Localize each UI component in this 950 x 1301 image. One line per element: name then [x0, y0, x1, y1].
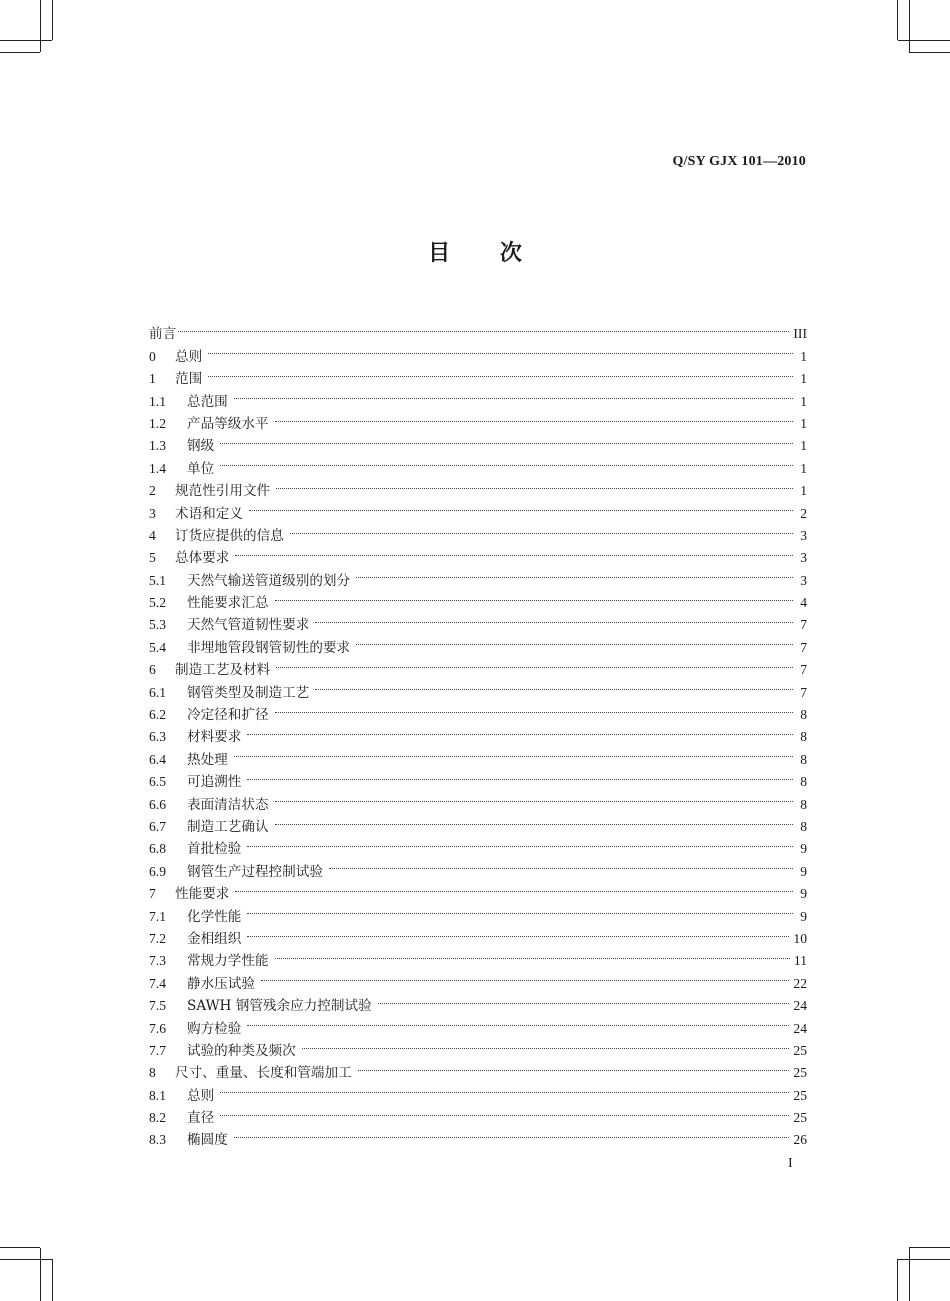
toc-entry-page: 1 [800, 371, 807, 387]
dot-leader [315, 674, 793, 696]
dot-leader [247, 1010, 789, 1032]
toc-entry-number: 1 [149, 371, 156, 387]
dot-leader [220, 428, 793, 450]
toc-entry-title: 总则 [187, 1087, 215, 1104]
toc-entry[interactable] [149, 1122, 807, 1149]
dot-leader [208, 361, 793, 383]
toc-entry-number: 8.3 [149, 1132, 166, 1148]
toc-entry-title: 订货应提供的信息 [175, 527, 284, 544]
toc-entry-page: 4 [800, 595, 807, 611]
toc-entry-number: 0 [149, 348, 156, 364]
toc-entry-number: 7.1 [149, 908, 166, 924]
toc-entry[interactable] [149, 921, 807, 947]
toc-title: 目 次 [428, 240, 522, 266]
toc-entry-page: 1 [800, 483, 807, 499]
toc-entry-number: 8.2 [149, 1110, 166, 1126]
toc-entry-page: 22 [793, 975, 807, 991]
crop-mark-top-right-v2 [897, 0, 898, 40]
dot-leader [290, 518, 793, 540]
toc-entry-title: 产品等级水平 [187, 415, 269, 432]
toc-entry-title: 常规力学性能 [187, 953, 269, 970]
toc-entry-number: 7.2 [149, 930, 166, 946]
toc-entry-page: 1 [800, 438, 807, 454]
toc-entry-page: 10 [793, 930, 807, 946]
dot-leader [356, 629, 793, 651]
dot-leader [235, 540, 793, 562]
dot-leader [276, 473, 793, 495]
toc-entry-number: 7.6 [149, 1020, 166, 1036]
dot-leader [358, 1055, 790, 1077]
toc-entry[interactable] [149, 562, 807, 589]
toc-entry-number: 6.9 [149, 863, 166, 879]
toc-entry-number: 7.5 [149, 998, 166, 1014]
toc-entry-title: 购方检验 [187, 1020, 242, 1037]
toc-entry-number: 5.1 [149, 572, 166, 588]
dot-leader [275, 406, 793, 428]
toc-entry[interactable] [149, 719, 807, 746]
toc-entry-number: 7.7 [149, 1042, 166, 1058]
toc-entry[interactable] [149, 876, 807, 903]
toc-entry-page: 24 [793, 998, 807, 1014]
toc-entry[interactable] [149, 1010, 807, 1037]
toc-entry-title: 冷定径和扩径 [187, 707, 269, 724]
toc-entry-page: 25 [793, 1042, 807, 1058]
dot-leader [178, 316, 789, 338]
dot-leader [208, 338, 793, 360]
dot-leader [247, 898, 793, 920]
toc-entry-title: 椭圆度 [187, 1132, 228, 1149]
toc-entry-title: 性能要求 [175, 886, 230, 903]
toc-entry-page: 9 [800, 841, 807, 857]
dot-leader [247, 921, 789, 943]
toc-entry-number: 7 [149, 886, 156, 902]
toc-entry-title: 前言 [149, 326, 177, 343]
toc-entry[interactable] [149, 764, 807, 791]
toc-entry-number: 7.4 [149, 975, 166, 991]
dot-leader [249, 495, 793, 517]
toc-entry-page: 7 [800, 662, 807, 678]
toc-entry-page: 8 [800, 796, 807, 812]
toc-entry-page: 7 [800, 617, 807, 633]
dot-leader [315, 607, 793, 629]
toc-entry-title: 钢管类型及制造工艺 [187, 684, 310, 701]
dot-leader [220, 450, 793, 472]
toc-entry-number: 6.3 [149, 729, 166, 745]
toc-entry-number: 1.4 [149, 460, 166, 476]
toc-entry-page: 8 [800, 729, 807, 745]
toc-entry-page: 7 [800, 639, 807, 655]
dot-leader [276, 652, 793, 674]
toc-entry[interactable] [149, 1077, 807, 1104]
toc-entry-page: 1 [800, 393, 807, 409]
dot-leader [220, 1100, 789, 1122]
toc-entry-page: 9 [800, 863, 807, 879]
toc-entry-title: 材料要求 [187, 729, 242, 746]
toc-entry-number: 6.7 [149, 818, 166, 834]
toc-entry-number: 1.3 [149, 438, 166, 454]
toc-entry[interactable] [149, 1100, 807, 1127]
toc-entry-title: 总范围 [187, 393, 228, 410]
toc-entry-title: 天然气管道韧性要求 [187, 617, 310, 634]
toc-entry-page: 2 [800, 505, 807, 521]
document-code: Q/SY GJX 101—2010 [672, 154, 806, 169]
crop-mark-bottom-right-h2 [909, 1247, 950, 1248]
toc-entry-title: 直径 [187, 1110, 215, 1127]
toc-entry[interactable] [149, 741, 807, 768]
toc-entry-title: SAWH 钢管残余应力控制试验 [187, 998, 372, 1015]
toc-entry-title: 表面清洁状态 [187, 796, 269, 813]
toc-entry-title: 单位 [187, 460, 215, 477]
toc-entry-number: 1.1 [149, 393, 166, 409]
toc-entry[interactable] [149, 316, 807, 343]
crop-mark-top-left-v [40, 0, 41, 52]
toc-entry-number: 1.2 [149, 415, 166, 431]
toc-entry[interactable] [149, 383, 807, 410]
crop-mark-top-right-h2 [909, 52, 950, 53]
toc-entry-page: 26 [793, 1132, 807, 1148]
toc-entry-title: 试验的种类及频次 [187, 1042, 296, 1059]
toc-entry-page: 25 [793, 1110, 807, 1126]
toc-entry-title: 天然气输送管道级别的划分 [187, 572, 351, 589]
toc-entry-number: 8.1 [149, 1087, 166, 1103]
toc-entry-page: 8 [800, 774, 807, 790]
toc-entry-number: 5 [149, 550, 156, 566]
toc-entry-title: 非埋地管段钢管韧性的要求 [187, 639, 351, 656]
dot-leader [235, 876, 793, 898]
toc-entry-page: 25 [793, 1087, 807, 1103]
toc-entry-page: 8 [800, 818, 807, 834]
toc-entry-page: III [793, 326, 807, 342]
crop-mark-bottom-left-v2 [52, 1259, 53, 1301]
crop-mark-top-left-v2 [52, 0, 53, 40]
toc-entry-title: 尺寸、重量、长度和管端加工 [175, 1065, 352, 1082]
toc-entry[interactable] [149, 473, 807, 500]
toc-entry-number: 6.5 [149, 774, 166, 790]
toc-entry[interactable] [149, 428, 807, 455]
table-of-contents [149, 316, 807, 1149]
crop-mark-top-right-h [898, 40, 950, 41]
dot-leader [275, 943, 790, 965]
toc-entry-title: 钢管生产过程控制试验 [187, 863, 323, 880]
toc-entry-page: 25 [793, 1065, 807, 1081]
toc-entry-page: 1 [800, 348, 807, 364]
toc-entry-number: 6.1 [149, 684, 166, 700]
toc-entry[interactable] [149, 540, 807, 567]
toc-entry[interactable] [149, 361, 807, 388]
toc-entry-title: 静水压试验 [187, 975, 255, 992]
toc-entry-title: 术语和定义 [175, 505, 243, 522]
toc-entry-title: 制造工艺确认 [187, 818, 269, 835]
toc-entry-title: 首批检验 [187, 841, 242, 858]
dot-leader [275, 585, 793, 607]
crop-mark-top-right-v [909, 0, 910, 52]
toc-entry-number: 6.8 [149, 841, 166, 857]
toc-entry-number: 5.2 [149, 595, 166, 611]
toc-entry-page: 9 [800, 886, 807, 902]
toc-entry-number: 5.3 [149, 617, 166, 633]
dot-leader [356, 562, 793, 584]
toc-entry-title: 范围 [175, 371, 203, 388]
toc-entry-number: 3 [149, 505, 156, 521]
toc-entry-title: 规范性引用文件 [175, 483, 271, 500]
toc-entry-title: 热处理 [187, 751, 228, 768]
toc-entry[interactable] [149, 450, 807, 477]
toc-entry-page: 3 [800, 572, 807, 588]
toc-entry-page: 3 [800, 550, 807, 566]
toc-entry[interactable] [149, 853, 807, 880]
toc-entry-number: 6.6 [149, 796, 166, 812]
toc-entry-title: 总体要求 [175, 550, 230, 567]
toc-entry-page: 24 [793, 1020, 807, 1036]
toc-entry-number: 6.2 [149, 707, 166, 723]
toc-entry-number: 6.4 [149, 751, 166, 767]
toc-entry-title: 制造工艺及材料 [175, 662, 271, 679]
dot-leader [275, 786, 793, 808]
toc-entry-number: 5.4 [149, 639, 166, 655]
toc-entry-page: 8 [800, 707, 807, 723]
crop-mark-bottom-right-v2 [897, 1259, 898, 1301]
toc-entry-title: 性能要求汇总 [187, 595, 269, 612]
toc-entry-page: 1 [800, 460, 807, 476]
toc-entry-title: 金相组织 [187, 930, 242, 947]
crop-mark-bottom-right-v [909, 1248, 910, 1301]
dot-leader [378, 988, 790, 1010]
dot-leader [247, 831, 793, 853]
toc-entry-page: 1 [800, 415, 807, 431]
toc-entry[interactable] [149, 786, 807, 813]
toc-entry[interactable] [149, 831, 807, 858]
dot-leader [234, 1122, 790, 1144]
crop-mark-bottom-left-h [0, 1259, 52, 1260]
toc-entry-page: 9 [800, 908, 807, 924]
toc-entry-number: 7.3 [149, 953, 166, 969]
toc-entry-title: 总则 [175, 348, 203, 365]
toc-entry[interactable] [149, 898, 807, 925]
crop-mark-top-left-h2 [0, 52, 40, 53]
crop-mark-bottom-left-h2 [0, 1247, 40, 1248]
dot-leader [275, 697, 793, 719]
dot-leader [220, 1077, 789, 1099]
toc-entry[interactable] [149, 1033, 807, 1059]
toc-entry-page: 3 [800, 527, 807, 543]
crop-mark-top-left-h [0, 40, 52, 41]
crop-mark-bottom-left-v [40, 1248, 41, 1301]
crop-mark-bottom-right-h [898, 1259, 950, 1260]
dot-leader [329, 853, 793, 875]
toc-entry-title: 化学性能 [187, 908, 242, 925]
dot-leader [247, 719, 793, 741]
dot-leader [234, 741, 793, 763]
dot-leader [275, 809, 793, 831]
toc-entry-number: 8 [149, 1065, 156, 1081]
toc-entry-title: 钢级 [187, 438, 215, 455]
toc-entry-title: 可追溯性 [187, 774, 242, 791]
toc-entry[interactable] [149, 338, 807, 365]
dot-leader [261, 965, 789, 987]
toc-entry[interactable] [149, 406, 807, 432]
toc-entry-page: 11 [793, 953, 807, 969]
page-number: I [788, 1156, 793, 1171]
toc-entry-number: 2 [149, 483, 156, 499]
dot-leader [234, 383, 793, 405]
dot-leader [302, 1033, 790, 1055]
toc-entry-number: 4 [149, 527, 156, 543]
toc-entry-number: 6 [149, 662, 156, 678]
toc-entry[interactable] [149, 943, 807, 970]
toc-entry-page: 8 [800, 751, 807, 767]
dot-leader [247, 764, 793, 786]
toc-entry-page: 7 [800, 684, 807, 700]
